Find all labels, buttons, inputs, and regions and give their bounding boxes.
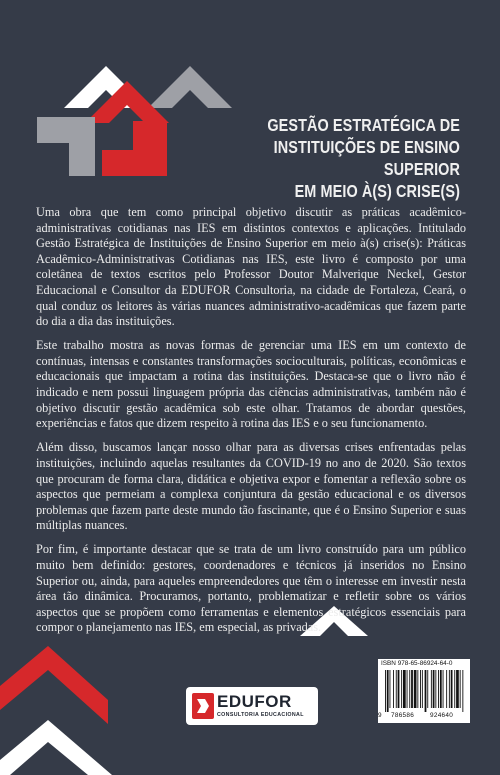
title-line-1: GESTÃO ESTRATÉGICA DE: [267, 115, 460, 135]
barcode-group-right: 924640: [430, 712, 454, 719]
synopsis-paragraph-2: Este trabalho mostra as novas formas de gerenciar uma IES em um contexto de contínuas, intensas e constantes transformações socioculturais, políticas, econômicas e educacionais que impactam a rotina das instituições. Destaca-se que o livro não é indicado e nem possui linguagem própria das ciências administrativas, também não é objetivo discutir gestão acadêmica sob este olhar. Tratamos de abordar questões, experiências e fatos que dizem respeito à rotina das IES e o seu funcionamento.: [36, 338, 466, 431]
synopsis-paragraph-4: Por fim, é importante destacar que se trata de um livro construído para um público muito bem definido: gestores, coordenadores e técnicos já inseridos no Ensino Superior ou, ainda, para aqueles empreendedores que têm o interesse em investir nesta área tão dinâmica. Procuramos, portanto, problematizar e refletir sobre os vários aspectos que se propõem como ferramentas e elementos estratégicos essenciais para compor o planejamento nas IES, em especial, as privadas.: [36, 542, 466, 635]
isbn-label: ISBN 978-65-86924-64-0: [381, 660, 453, 667]
edufor-mark-icon: [192, 693, 214, 719]
gray-angle-shape: [37, 117, 95, 176]
title-line-3: EM MEIO À(S) CRISE(S): [294, 181, 460, 201]
synopsis-paragraph-3: Além disso, buscamos lançar nosso olhar para as diversas crises enfrentadas pelas instituições, incluindo aquelas resultantes da COVID-19 no ano de 2020. São textos que procuram de forma clara, didática e objetiva expor e fomentar a reflexão sobre os aspectos que permeiam a complexa conjuntura da gestão educacional e os diversos problemas que fazem parte deste mundo tão fascinante, que é o Ensino Superior e suas múltiplas nuances.: [36, 440, 466, 533]
logo-name: EDUFOR: [217, 692, 292, 711]
gray-chevron-shape: [148, 66, 232, 108]
barcode-digit-lead: 9: [378, 712, 382, 719]
barcode-icon: [383, 670, 465, 712]
red-angle-shape: [102, 121, 167, 176]
synopsis-text: [36, 205, 466, 644]
edufor-logo: [186, 687, 318, 725]
synopsis-paragraph-1: Uma obra que tem como principal objetivo discutir as práticas acadêmico-administrativas cotidianas nas IES em distintos contextos e aplicações. Intitulado Gestão Estratégica de Instituições de Ensino Superior em meio à(s) crise(s): Práticas Acadêmico-Administrativas Cotidianas nas IES, este livro é composto por uma coletânea de textos escritos pelo Professor Doutor Malverique Neckel, Gestor Educacional e Consultor da EDUFOR Consultoria, na cidade de Fortaleza, Ceará, o qual conduz os leitores às várias nuances administrativo-acadêmicas que fazem parte do dia a dia das instituições.: [36, 205, 466, 329]
isbn-barcode-box: [378, 659, 470, 723]
title-line-2: INSTITUIÇÕES DE ENSINO SUPERIOR: [273, 137, 460, 179]
logo-tagline: CONSULTORIA EDUCACIONAL: [217, 712, 304, 718]
red-chevron-bottom-shape: [0, 646, 108, 724]
white-chevron-corner-shape: [0, 720, 112, 775]
barcode-group-left: 786586: [391, 712, 415, 719]
back-cover-title: [208, 114, 460, 202]
